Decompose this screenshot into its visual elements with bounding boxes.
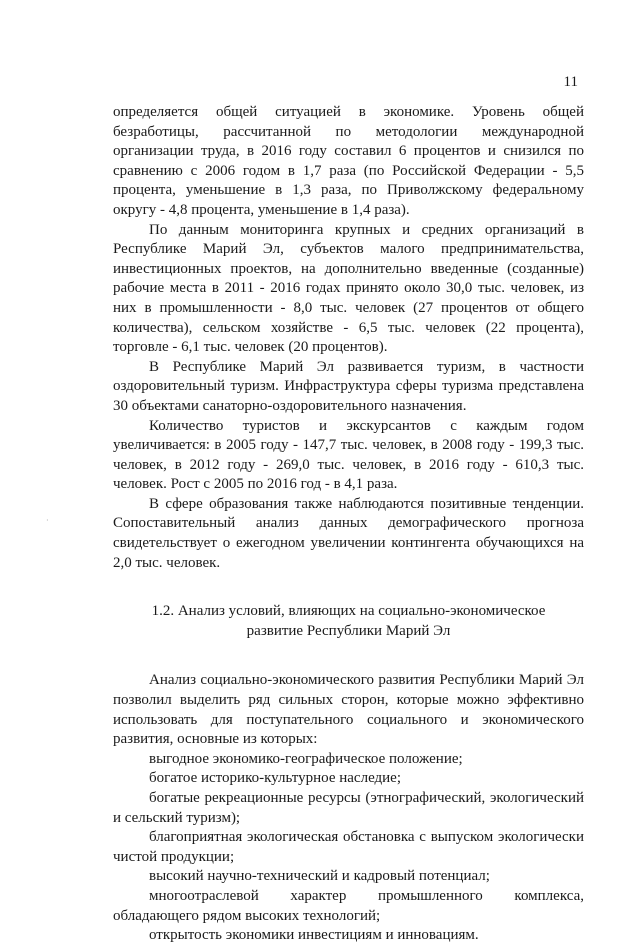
scan-speck-mark: · <box>46 516 49 525</box>
list-item: богатые рекреационные ресурсы (этнографический, экологический и сельский туризм); <box>113 790 584 826</box>
paragraph: В Республике Марий Эл развивается туризм, в частности оздоровительный туризм. Инфраструктура сферы туризма представлена 30 объектами санаторно-оздоровительного назначения. <box>113 358 584 414</box>
section-heading <box>113 602 584 641</box>
document-body <box>113 103 584 946</box>
list-item: открытость экономики инвестициям и инновациям. <box>149 927 479 944</box>
paragraph: определяется общей ситуацией в экономике. Уровень общей безработицы, рассчитанной по методологии международной организации труда, в 2016 году составил 6 процентов и снизился по сравнению с 2006 годом в 1,7 раза (по Российской Федерации - 5,5 процента, уменьшение в 1,3 раза, по Приволжскому федеральному округу - 4,8 процента, уменьшение в 1,4 раза). <box>113 104 584 218</box>
section-heading-line: развитие Республики Марий Эл <box>246 622 451 639</box>
paragraph: Количество туристов и экскурсантов с каждым годом увеличивается: в 2005 году - 147,7 тыс. человек, в 2008 году - 199,3 тыс. человек, в 2012 году - 269,0 тыс. человек, в 2016 году - 610,3 тыс. человек. Рост с 2005 по 2016 год - в 4,1 раза. <box>113 417 584 493</box>
list-item: благоприятная экологическая обстановка с выпуском экологически чистой продукции; <box>113 829 584 865</box>
list-item: богатое историко-культурное наследие; <box>149 770 402 787</box>
section-heading-line: 1.2. Анализ условий, влияющих на социально-экономическое <box>151 603 546 620</box>
paragraph: Анализ социально-экономического развития Республики Марий Эл позволил выделить ряд сильных сторон, которые можно эффективно использовать для поступательного социального и экономического развития, основные из которых: <box>113 672 584 748</box>
list-item: выгодное экономико-географическое положение; <box>149 750 463 767</box>
page-number: 11 <box>563 74 578 90</box>
list-item: высокий научно-технический и кадровый потенциал; <box>149 868 490 885</box>
paragraph: По данным мониторинга крупных и средних организаций в Республике Марий Эл, субъектов малого предпринимательства, инвестиционных проектов, на дополнительно введенные (созданные) рабочие места в 2011 - 2016 годах принято около 30,0 тыс. человек, из них в промышленности - 8,0 тыс. человек (27 процентов от общего количества), сельском хозяйстве - 6,5 тыс. человек (22 процента), торговле - 6,1 тыс. человек (20 процентов). <box>113 221 584 356</box>
paragraph: В сфере образования также наблюдаются позитивные тенденции. Сопоставительный анализ данных демографического прогноза свидетельствует о ежегодном увеличении контингента обучающихся на 2,0 тыс. человек. <box>113 495 584 571</box>
list-item: многоотраслевой характер промышленного комплекса, обладающего рядом высоких технологий; <box>113 887 584 924</box>
